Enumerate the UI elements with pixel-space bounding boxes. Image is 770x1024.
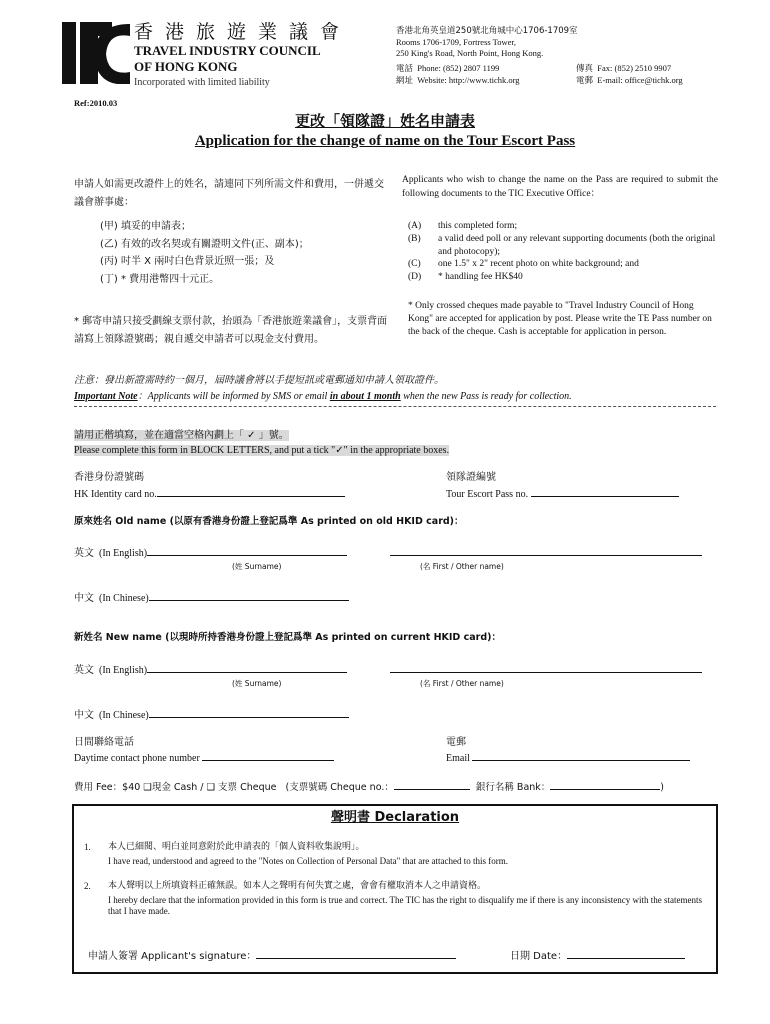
declaration-item-2: 2. 本人聲明以上所填資料正確無誤。如本人之聲明有何失實之處，會會有權取消本人之申請資格。 I hereby declare that the information provided in this form is true and correct. The TIC has the right to disqualify me if there is any inconsistency with the statements that I have made. [84,881,703,917]
pass-label-cn: 領隊證編號 [446,472,496,483]
phone-label-cn: 日間聯絡電話 [74,737,134,748]
instruction-cn: 請用正楷填寫，並在適當空格內劃上「 ✓ 」號。 [74,430,289,441]
contact-block: 香港北角英皇道250號北角城中心1706-1709室 Rooms 1706-1709, Fortress Tower, 250 King's Road, North Point, Hong Kong. 電話 Phone: (852) 2807 1199 傳真 Fax: (852) 2510 9907 網址 Website: http://www.tichk.org 電郵 E-mail: office@tichk.org [396,26,683,87]
title-cn: 更改「領隊證」姓名申請表 [294,112,475,130]
incorporated-note: Incorporated with limited liability [134,77,270,88]
new-name-english-field[interactable]: 英文 (In English) [74,662,347,677]
reference-number: Ref:2010.03 [74,98,118,108]
intro-en: Applicants who wish to change the name on the Pass are required to submit the following documents to the TIC Executive Office： [402,175,718,200]
hkid-label-cn: 香港身份證號碼 [74,472,144,483]
tic-logo [62,22,130,84]
old-first-name-label: (名 First / Other name) [420,562,504,571]
new-name-heading: 新姓名 New name (以現時所持香港身份證上登記爲準 As printed on current HKID card)： [74,632,501,643]
pass-number-field[interactable]: Tour Escort Pass no. [446,486,679,501]
title-en: Application for the change of name on the Tour Escort Pass [194,133,576,149]
important-note-en: Important Note：Applicants will be informed by SMS or email in about 1 month when the new Pass is ready for collection. [74,391,572,402]
email-field[interactable]: Email [446,750,690,765]
old-name-english-field[interactable]: 英文 (In English) [74,545,347,560]
intro-cn: 申請人如需更改證件上的姓名，請連同下列所需文件和費用，一併遞交議會辦事處： [74,179,384,208]
new-name-first-line[interactable] [390,662,702,677]
declaration-item-1: 1. 本人已細閱、明白並同意附於此申請表的「個人資料收集說明」。 I have read, understood and agreed to the "Notes on Collection of Personal Data" that are attached to this form. [84,842,508,866]
old-name-heading: 原來姓名 Old name (以原有香港身份證上登記爲準 As printed on old HKID card)： [74,516,464,527]
divider [74,406,716,407]
org-name-en: TRAVEL INDUSTRY COUNCIL OF HONG KONG [134,43,321,75]
fee-row[interactable]: 費用 Fee：$40 ❑現金 Cash / ❑ 支票 Cheque (支票號碼 Cheque no.： 銀行名稱 Bank： ) [74,779,724,794]
hkid-field[interactable]: HK Identity card no. [74,486,345,501]
phone-field[interactable]: Daytime contact phone number [74,750,334,765]
postal-note-en: * Only crossed cheques made payable to "Travel Industry Council of Hong Kong" are accepted for application by post. Please write the TE Pass number on the back of the cheque. Cash is acceptable for application in person. [408,301,712,337]
new-name-chinese-field[interactable]: 中文 (In Chinese) [74,707,349,722]
new-surname-label: (姓 Surname) [232,679,282,688]
old-surname-label: (姓 Surname) [232,562,282,571]
intro-en-list: (A) this completed form; (B) a valid deed poll or any relevant supporting documents (both the original and photocopy); (C) one 1.5" x 2" recent photo on white background; and (D) * handling fee HK$40 [408,221,716,283]
postal-note-cn: * 郵寄申請只接受劃線支票付款，抬頭為「香港旅遊業議會」，支票背面請寫上領隊證號碼；親自遞交申請者可以現金支付費用。 [74,316,388,345]
old-name-chinese-field[interactable]: 中文 (In Chinese) [74,590,349,605]
declaration-title: 聲明書 Declaration [330,810,460,825]
instruction-en: Please complete this form in BLOCK LETTERS, and put a tick "✓" in the appropriate boxes. [74,445,450,456]
email-label-cn: 電郵 [446,737,466,748]
signature-field[interactable]: 申請人簽署 Applicant's signature： [88,948,456,963]
date-field[interactable]: 日期 Date： [510,948,685,963]
old-name-first-line[interactable] [390,545,702,560]
important-note-cn: 注意：發出新證需時約一個月，屆時議會將以手提短訊或電郵通知申請人領取證件。 [74,375,444,386]
intro-cn-list: (甲) 填妥的申請表； (乙) 有效的改名契或有關證明文件(正、副本)； (丙) 吋半 X 兩吋白色背景近照一張；及 (丁) * 費用港幣四十元正。 [100,221,309,285]
org-name-cn: 香港旅遊業議會 [134,21,352,43]
new-first-name-label: (名 First / Other name) [420,679,504,688]
